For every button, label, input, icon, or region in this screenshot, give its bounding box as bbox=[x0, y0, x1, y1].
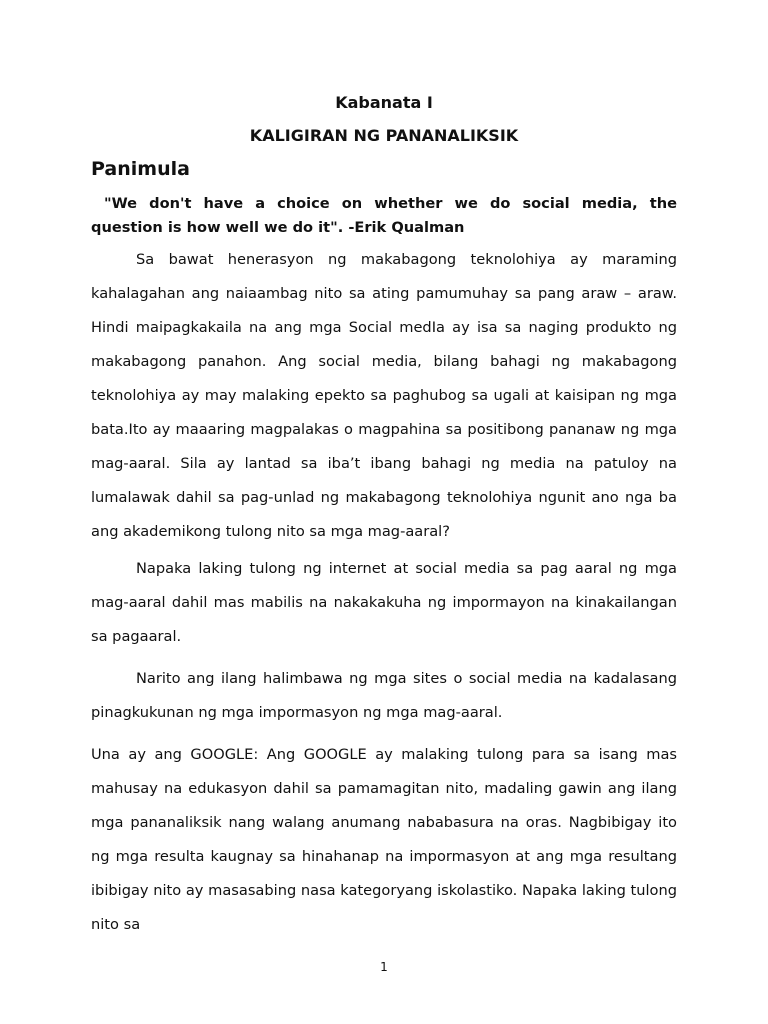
section-heading: Panimula bbox=[91, 158, 190, 180]
epigraph-quote: "We don't have a choice on whether we do social media, the question is how well we do it". -Erik Qualman bbox=[91, 195, 677, 236]
paragraph: Una ay ang GOOGLE: Ang GOOGLE ay malaking tulong para sa isang mas mahusay na edukasyon dahil sa pamamagitan nito, madaling gawin ang ilang mga pananaliksik nang walang anumang nababasura na oras. Nagbibigay ito ng mga resulta kaugnay sa hinahanap na impormasyon at ang mga resultang ibibigay nito ay masasabing nasa kategoryang iskolastiko. Napaka laking tulong nito sa bbox=[91, 746, 677, 933]
paragraph: Sa bawat henerasyon ng makabagong teknolohiya ay maraming kahalagahan ang naiaambag nito sa ating pamumuhay sa pang araw – araw. Hindi maipagkakaila na ang mga Social medIa ay isa sa naging produkto ng makabagong panahon. Ang social media, bilang bahagi ng makabagong teknolohiya ay may malaking epekto sa paghubog sa ugali at kaisipan ng mga bata.Ito ay maaaring magpalakas o magpahina sa positibong pananaw ng mga mag-aaral. Sila ay lantad sa iba’t ibang bahagi ng media na patuloy na lumalawak dahil sa pag-unlad ng makabagong teknolohiya ngunit ano nga ba ang akademikong tulong nito sa mga mag-aaral? bbox=[91, 251, 677, 540]
chapter-title: KALIGIRAN NG PANANALIKSIK bbox=[249, 126, 519, 145]
paragraph: Narito ang ilang halimbawa ng mga sites o social media na kadalasang pinagkukunan ng mga impormasyon ng mga mag-aaral. bbox=[91, 670, 677, 721]
chapter-label: Kabanata I bbox=[335, 93, 433, 112]
paragraph: Napaka laking tulong ng internet at social media sa pag aaral ng mga mag-aaral dahil mas mabilis na nakakakuha ng impormayon na kinakailangan sa pagaaral. bbox=[91, 560, 677, 645]
page-number: 1 bbox=[380, 960, 388, 974]
